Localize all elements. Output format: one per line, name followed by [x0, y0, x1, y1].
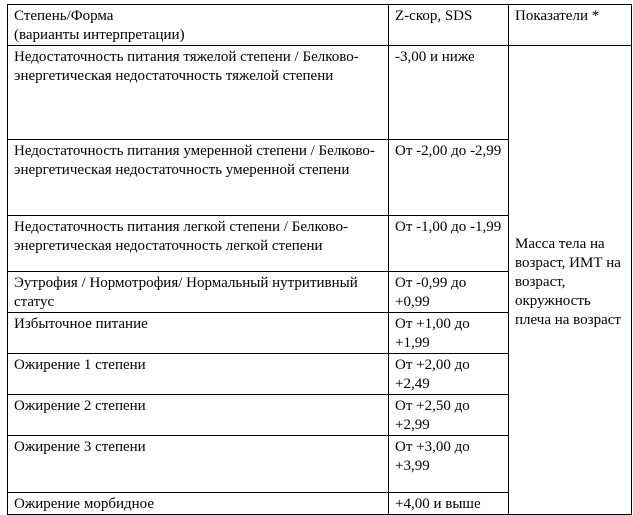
- zscore-text: От -1,00 до -1,99: [395, 219, 502, 235]
- zscore-cell: [389, 493, 509, 515]
- grade-text: Ожирение 1 степени: [14, 357, 146, 373]
- zscore-cell: [389, 313, 509, 354]
- header-grade-form-title: Степень/Форма: [14, 8, 114, 24]
- grade-text: Ожирение 2 степени: [14, 398, 146, 414]
- zscore-text: От +2,50 до +2,99: [395, 398, 470, 433]
- grade-cell: [8, 272, 389, 313]
- header-indicators: [509, 5, 632, 46]
- table-row: [8, 46, 632, 140]
- grade-cell: [8, 395, 389, 436]
- zscore-cell: [389, 395, 509, 436]
- grade-cell: [8, 436, 389, 493]
- grade-text: Недостаточность питания легкой степени / Белково-энергетическая недостаточность легкой степени: [14, 219, 348, 254]
- grade-text: Эутрофия / Нормотрофия/ Нормальный нутритивный статус: [14, 275, 358, 310]
- indicators-text: Масса тела на возраст, ИМТ на возраст, окружность плеча на возраст: [515, 235, 621, 328]
- grade-cell: [8, 140, 389, 216]
- zscore-cell: [389, 354, 509, 395]
- zscore-text: От -2,00 до -2,99: [395, 143, 502, 159]
- indicators-cell: [509, 46, 632, 515]
- grade-text: Недостаточность питания умеренной степени / Белково-энергетическая недостаточность умеренной степени: [14, 143, 375, 178]
- grade-cell: [8, 493, 389, 515]
- zscore-text: От +1,00 до +1,99: [395, 316, 470, 351]
- zscore-text: +4,00 и выше: [395, 496, 481, 512]
- header-grade-form-subtitle: (варианты интерпретации): [14, 27, 185, 43]
- grade-text: Ожирение морбидное: [14, 496, 154, 512]
- zscore-text: От +2,00 до +2,49: [395, 357, 470, 392]
- zscore-text: От -0,99 до +0,99: [395, 275, 467, 310]
- grade-cell: [8, 216, 389, 272]
- zscore-cell: [389, 272, 509, 313]
- grade-cell: [8, 313, 389, 354]
- nutrition-status-table: [7, 4, 632, 515]
- header-grade-form: [8, 5, 389, 46]
- grade-cell: [8, 354, 389, 395]
- zscore-cell: [389, 436, 509, 493]
- grade-text: Избыточное питание: [14, 316, 148, 332]
- grade-text: Недостаточность питания тяжелой степени / Белково-энергетическая недостаточность тяжелой степени: [14, 49, 359, 84]
- header-zscore: [389, 5, 509, 46]
- zscore-text: От +3,00 до +3,99: [395, 439, 470, 474]
- grade-text: Ожирение 3 степени: [14, 439, 146, 455]
- zscore-cell: [389, 46, 509, 140]
- header-indicators-label: Показатели *: [515, 8, 600, 24]
- zscore-text: -3,00 и ниже: [395, 49, 475, 65]
- header-zscore-label: Z-скор, SDS: [395, 8, 473, 24]
- zscore-cell: [389, 216, 509, 272]
- grade-cell: [8, 46, 389, 140]
- table-header-row: [8, 5, 632, 46]
- zscore-cell: [389, 140, 509, 216]
